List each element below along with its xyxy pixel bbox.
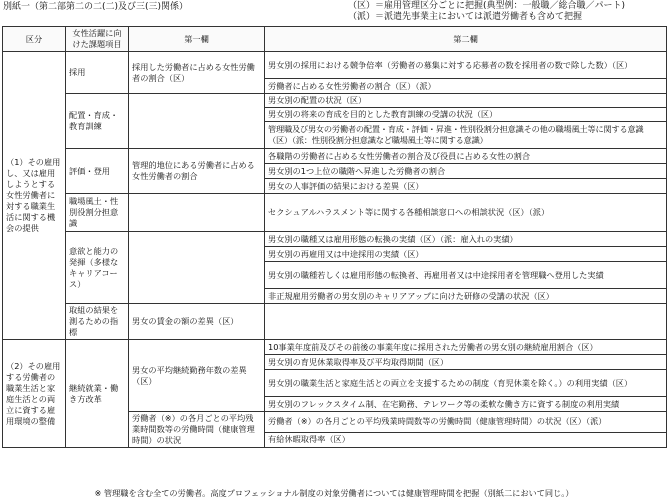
col2-cell: 男女別の将来の育成を目的とした教育訓練の受講の状況（区） [265, 108, 667, 122]
col2-cell: 非正規雇用労働者の男女別のキャリアアップに向けた研修の受講の状況（区） [265, 289, 667, 304]
issue-cell: 職場風土・性別役割分担意識 [66, 194, 129, 232]
footnote: ※ 管理職を含む全ての労働者。高度プロフェッショナル制度の対象労働者については健康管理時間を把握（別紙二において同じ。） [94, 488, 574, 498]
col2-cell: 男女別の採用における競争倍率（労働者の募集に対する応募者の数を採用者の数で除した数）（区） [265, 52, 667, 79]
col2-cell: 各職階の労働者に占める女性労働者の割合及び役員に占める女性の割合 [265, 149, 667, 164]
col1-cell: 男女の平均継続勤務年数の差異（区） [129, 340, 265, 412]
issue-cell: 取組の結果を測るための指標 [66, 304, 129, 340]
legend-notes [348, 1, 625, 23]
header-issue: 女性活躍に向けた課題項目 [66, 27, 129, 52]
col2-cell: 労働者（※）の各月ごとの平均残業時間数等の労働時間（健康管理時間）の状況（区）（派） [265, 412, 667, 433]
col2-cell: セクシュアルハラスメント等に関する各種相談窓口への相談状況（区）（派） [265, 194, 667, 232]
issue-cell: 配置・育成・教育訓練 [66, 94, 129, 149]
col2-cell: 男女別の1つ上位の職階へ昇進した労働者の割合 [265, 164, 667, 179]
note-dispatch: （派）＝派遣先事業主においては派遣労働者も含めて把握 [348, 12, 583, 22]
col2-cell-empty [265, 304, 667, 340]
table-row [3, 149, 667, 164]
header-division: 区分 [3, 27, 66, 52]
col2-cell: 管理職及び男女の労働者の配置・育成・評価・昇進・性別役割分担意識その他の職場風土等に関する意識（区）（派：性別役割分担意識など職場風土等に関する意識） [265, 122, 667, 149]
col2-cell: 男女別の育児休業取得率及び平均取得期間（区） [265, 355, 667, 370]
col1-cell-empty [129, 94, 265, 149]
page-title: 別紙一（第二部第二の二(二)及び三(三)関係） [3, 2, 189, 12]
col1-cell: 採用した労働者に占める女性労働者の割合（区） [129, 52, 265, 94]
header-column-1: 第一欄 [129, 27, 265, 52]
col2-cell: 男女別の職種若しくは雇用形態の転換者、再雇用者又は中途採用者を管理職へ登用した実績 [265, 262, 667, 289]
col1-cell: 管理的地位にある労働者に占める女性労働者の割合 [129, 149, 265, 194]
issue-cell: 意欲と能力の発揮（多様なキャリアコース） [66, 232, 129, 304]
requirements-table [2, 26, 667, 448]
col1-cell: 男女の賃金の額の差異（区） [129, 304, 265, 340]
issue-cell: 評価・登用 [66, 149, 129, 194]
col1-cell: 労働者（※）の各月ごとの平均残業時間数等の労働時間（健康管理時間）の状況 [129, 412, 265, 448]
col2-cell: 労働者に占める女性労働者の割合（区）（派） [265, 79, 667, 94]
division-cell-1: （1）その雇用し、又は雇用しようとする女性労働者に対する職業生活に関する機会の提供 [3, 52, 66, 340]
col2-cell: 男女別の職業生活と家庭生活との両立を支援するための制度（育児休業を除く。）の利用実績（区） [265, 370, 667, 397]
issue-cell: 継続就業・働き方改革 [66, 340, 129, 448]
division-cell-2: （2）その雇用する労働者の職業生活と家庭生活との両立に資する雇用環境の整備 [3, 340, 66, 448]
note-district: （区）＝雇用管理区分ごとに把握(典型例：一般職／総合職／パート) [348, 1, 626, 11]
table-row [3, 94, 667, 108]
col1-cell-empty [129, 232, 265, 304]
table-row [3, 304, 667, 340]
table-row [3, 52, 667, 79]
col2-cell: 有給休暇取得率（区） [265, 432, 667, 447]
col2-cell: 男女の人事評価の結果における差異（区） [265, 179, 667, 194]
table-header-row [3, 27, 667, 52]
col1-cell-empty [129, 194, 265, 232]
table-row [3, 340, 667, 355]
header-column-2: 第二欄 [265, 27, 667, 52]
col2-cell: 男女別の職種又は雇用形態の転換の実績（区）（派：雇入れの実績） [265, 232, 667, 247]
col2-cell: 男女別のフレックスタイム制、在宅勤務、テレワーク等の柔軟な働き方に資する制度の利用実績 [265, 397, 667, 412]
table-row [3, 232, 667, 247]
table-row [3, 194, 667, 232]
issue-cell: 採用 [66, 52, 129, 94]
col2-cell: 男女別の配置の状況（区） [265, 94, 667, 108]
col2-cell: 10事業年度前及びその前後の事業年度に採用された労働者の男女別の継続雇用割合（区） [265, 340, 667, 355]
col2-cell: 男女別の再雇用又は中途採用の実績（区） [265, 247, 667, 262]
